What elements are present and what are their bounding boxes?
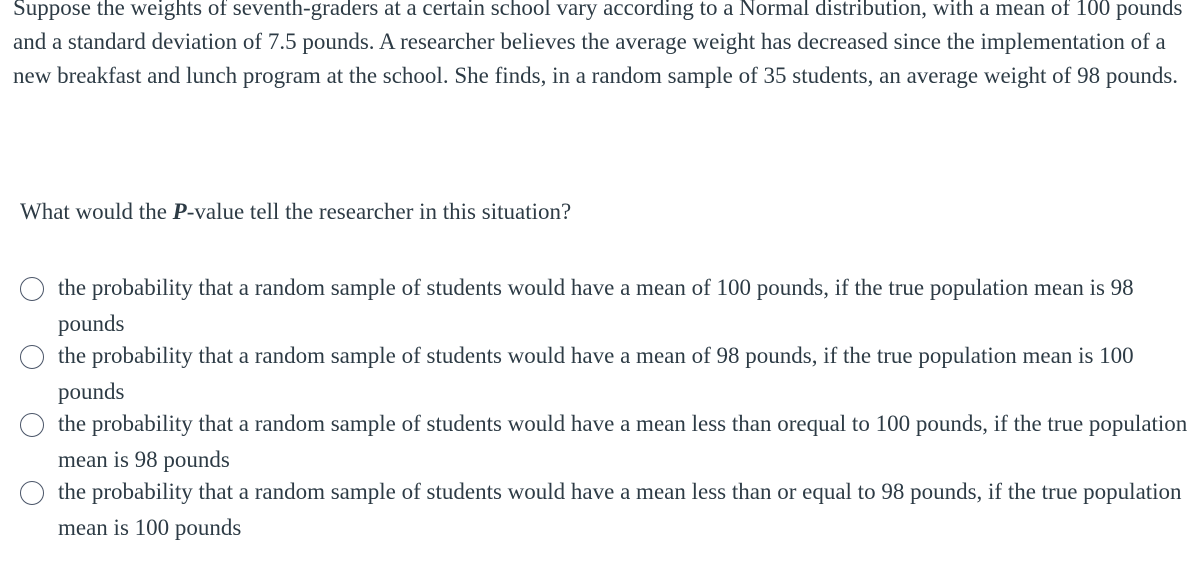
radio-button-option-2[interactable]: [20, 345, 44, 369]
prompt-text-after: -value tell the researcher in this situation?: [186, 199, 572, 224]
answer-option-1[interactable]: [18, 270, 1198, 338]
answer-option-2[interactable]: [18, 338, 1198, 406]
radio-button-option-3[interactable]: [20, 413, 44, 437]
answer-options: [18, 270, 1198, 542]
answer-option-4-label[interactable]: the probability that a random sample of students would have a mean less than or equal to 98 pounds, if the true population mean is 100 pounds: [58, 479, 1182, 540]
answer-option-1-label[interactable]: the probability that a random sample of students would have a mean of 100 pounds, if the true population mean is 98 pounds: [58, 275, 1134, 336]
prompt-pvalue-italic: P: [172, 199, 187, 224]
question-passage: Suppose the weights of seventh-graders at a certain school vary according to a Normal distribution, with a mean of 100 pounds and a standard deviation of 7.5 pounds. A researcher believes the average weight has decreased since the implementation of a new breakfast and lunch program at the school. She finds, in a random sample of 35 students, an average weight of 98 pounds.: [13, 0, 1183, 88]
answer-option-3-label[interactable]: the probability that a random sample of students would have a mean less than orequal to 100 pounds, if the true population mean is 98 pounds: [58, 411, 1188, 472]
radio-button-option-1[interactable]: [20, 277, 44, 301]
prompt-text-before: What would the: [20, 199, 173, 224]
answer-option-3[interactable]: [18, 406, 1198, 474]
answer-option-4[interactable]: [18, 474, 1198, 542]
radio-button-option-4[interactable]: [20, 481, 44, 505]
answer-option-2-label[interactable]: the probability that a random sample of students would have a mean of 98 pounds, if the true population mean is 100 pounds: [58, 343, 1134, 404]
question-prompt: [20, 195, 571, 229]
